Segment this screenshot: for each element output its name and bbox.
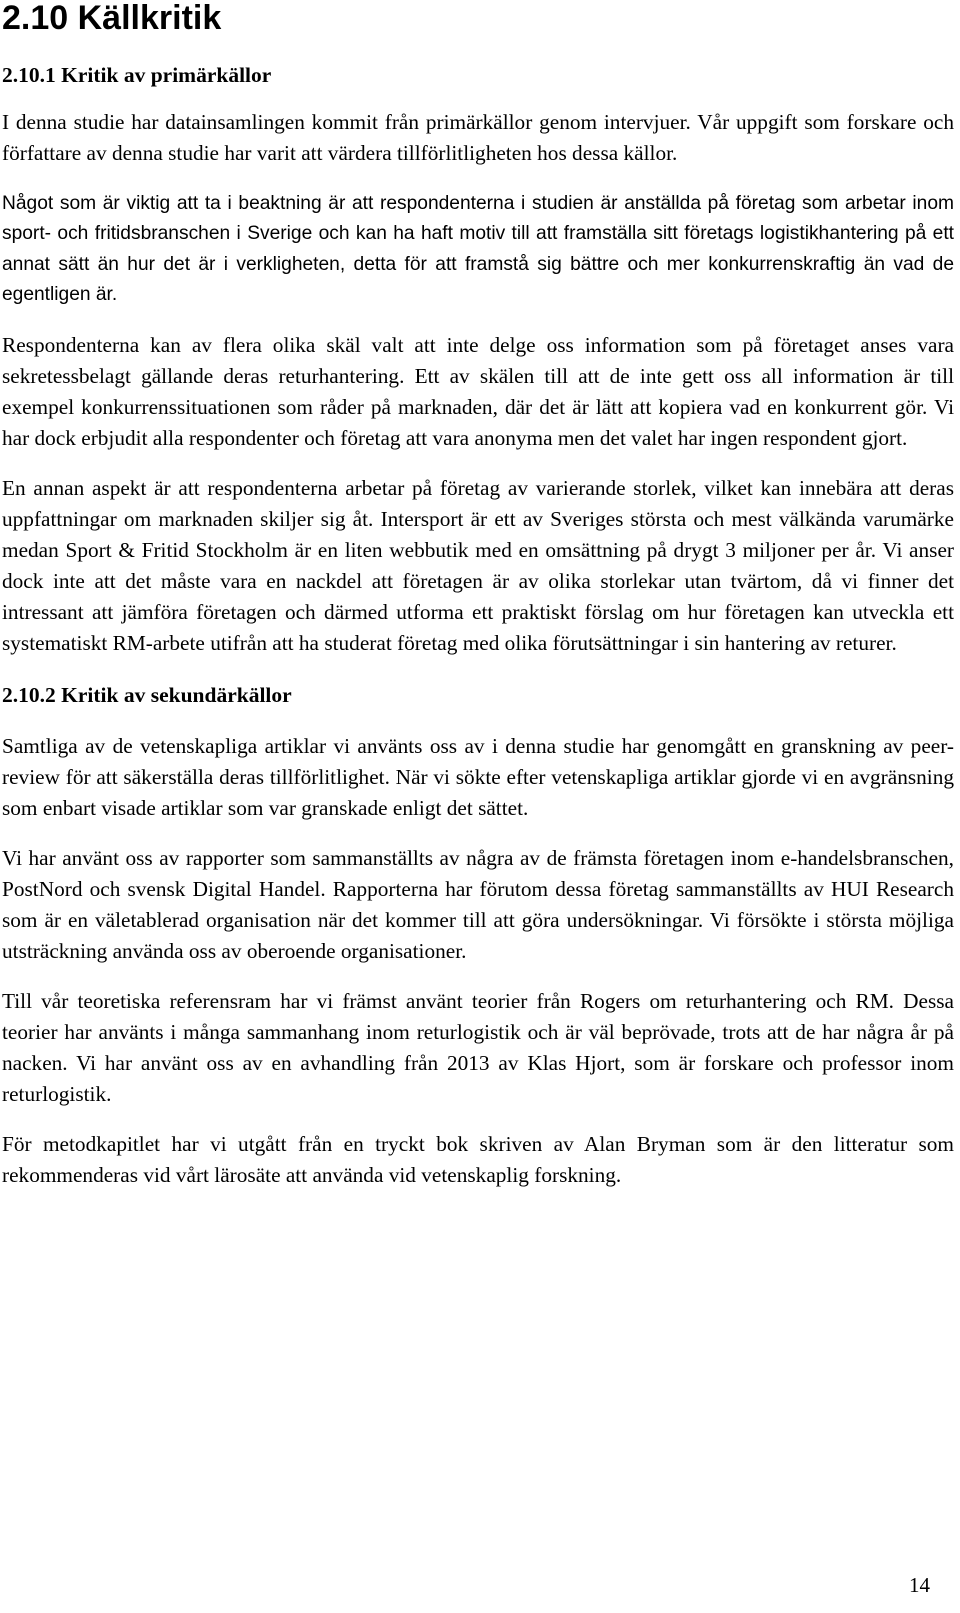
paragraph-company-size: En annan aspekt är att respondenterna arbetar på företag av varierande storlek, vilket kan innebära att deras uppfattningar om marknaden skiljer sig åt. Intersport är ett av Sveriges största och mest välkända varumärke medan Sport & Fritid Stockholm är en liten webbutik med en omsättning på drygt 3 miljoner per år. Vi anser dock inte att det måste vara en nackdel att företagen är av olika storlekar utan tvärtom, då vi finner det intressant att jämföra företagen och därmed utforma ett praktiskt förslag om hur företagen kan utveckla ett systematiskt RM-arbete utifrån att ha studerat företag med olika förutsättningar i sin hantering av returer. bbox=[2, 476, 954, 656]
paragraph-intro: I denna studie har datainsamlingen kommit från primärkällor genom intervjuer. Vår uppgift som forskare och författare av denna studie har varit att värdera tillförlitligheten hos dessa källor. bbox=[2, 110, 954, 165]
paragraph-theory: Till vår teoretiska referensram har vi främst använt teorier från Rogers om returhantering och RM. Dessa teorier har använts i många sammanhang inom returlogistik och är väl beprövade, trots att de har några år på nacken. Vi har använt oss av en avhandling från 2013 av Klas Hjort, som är forskare och professor inom returlogistik. bbox=[2, 989, 954, 1107]
paragraph-respondents-employed: Något som är viktig att ta i beaktning är att respondenterna i studien är anställda på företag som arbetar inom sport- och fritidsbranschen i Sverige och kan ha haft motiv till att framställa sitt företags logistikhantering på ett annat sätt än hur det är i verkligheten, detta för att framstå sig bättre och mer konkurrenskraftig än vad de egentligen är. bbox=[2, 193, 954, 305]
chapter-heading: 2.10 Källkritik bbox=[2, 0, 222, 37]
section-heading-secondary-sources: 2.10.2 Kritik av sekundärkällor bbox=[2, 683, 292, 708]
paragraph-confidentiality: Respondenterna kan av flera olika skäl valt att inte delge oss information som på företaget anses vara sekretessbelagt gällande deras returhantering. Ett av skälen till att de inte gett oss all information är till exempel konkurrenssituationen som råder på marknaden, där det är lätt att kopiera vad en konkurrent gör. Vi har dock erbjudit alla respondenter och företag att vara anonyma men det valet har ingen respondent gjort. bbox=[2, 333, 954, 451]
document-page bbox=[2, 0, 954, 1210]
paragraph-method-literature: För metodkapitlet har vi utgått från en tryckt bok skriven av Alan Bryman som är den litteratur som rekommenderas vid vårt lärosäte att använda vid vetenskaplig forskning. bbox=[2, 1132, 954, 1188]
paragraph-reports: Vi har använt oss av rapporter som sammanställts av några av de främsta företagen inom e-handelsbranschen, PostNord och svensk Digital Handel. Rapporterna har förutom dessa företag sammanställts av HUI Research som är en väletablerad organisation när det kommer till att göra undersökningar. Vi försökte i största möjliga utsträckning använda oss av oberoende organisationer. bbox=[2, 846, 954, 964]
section-heading-primary-sources: 2.10.1 Kritik av primärkällor bbox=[2, 63, 272, 87]
paragraph-peer-review: Samtliga av de vetenskapliga artiklar vi använts oss av i denna studie har genomgått en granskning av peer-review för att säkerställa deras tillförlitlighet. När vi sökte efter vetenskapliga artiklar gjorde vi en avgränsning som enbart visade artiklar som var granskade enligt det sättet. bbox=[2, 734, 954, 821]
page-number: 14 bbox=[909, 1573, 930, 1597]
